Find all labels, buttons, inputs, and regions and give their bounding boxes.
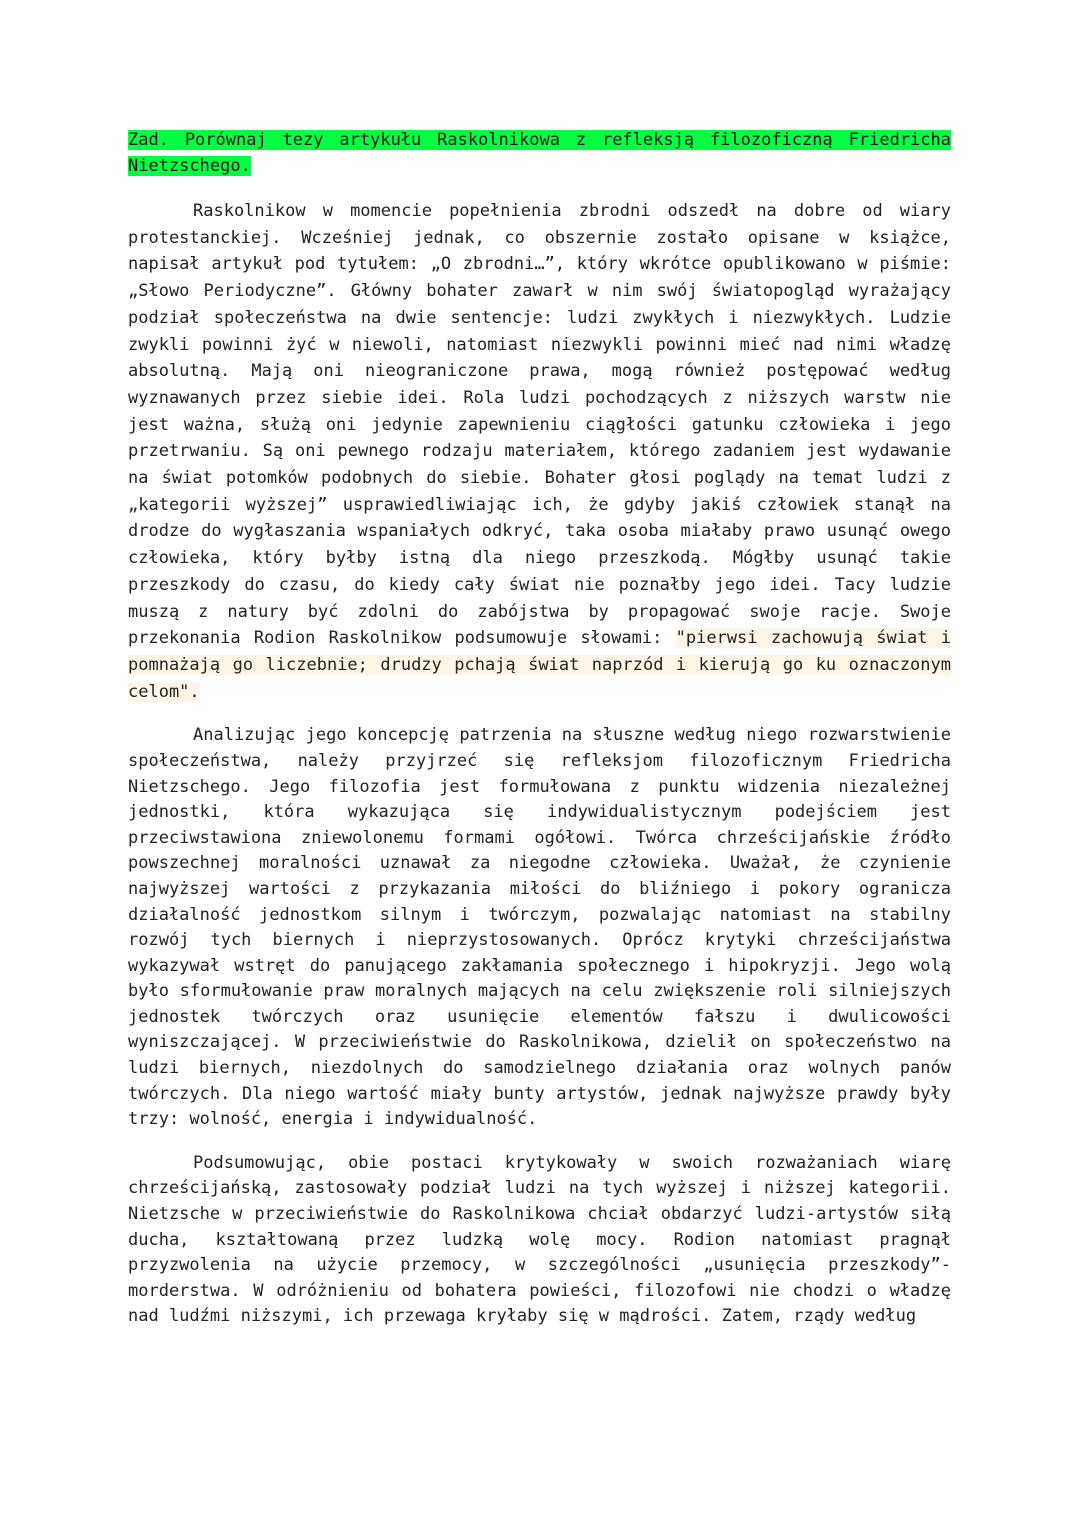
raskolnikow-quote: "pierwsi zachowują świat i pomnażają go liczebnie; drudzy pchają świat naprzód i kierują go ku oznaczonym celom". (128, 628, 951, 702)
task-line-1 (128, 127, 951, 153)
task-line-1-text: Zad. Porównaj tezy artykułu Raskolnikowa z refleksją filozoficzną Friedricha (128, 130, 951, 150)
paragraph-raskolnikow-text: Raskolnikow w momencie popełnienia zbrodni odszedł na dobre od wiary protestanckiej. Wcześniej jednak, co obszernie zostało opisane w książce, napisał artykuł pod tytułem: „O zbrodni…”, który wkrótce opublikowano w piśmie: „Słowo Periodyczne”. Główny bohater zawarł w nim swój światopogląd wyrażający podział społeczeństwa na dwie sentencje: ludzi zwykłych i niezwykłych. Ludzie zwykli powinni żyć w niewoli, natomiast niezwykli powinni mieć nad nimi władzę absolutną. Mają oni nieograniczone prawa, mogą również postępować według wyznawanych przez siebie idei. Rola ludzi pochodzących z niższych warstw nie jest ważna, służą oni jedynie zapewnieniu ciągłości gatunku człowieka i jego przetrwaniu. Są oni pewnego rodzaju materiałem, którego zadaniem jest wydawanie na świat potomków podobnych do siebie. Bohater głosi poglądy na temat ludzi z „kategorii wyższej” usprawiedliwiając ich, że gdyby jakiś człowiek stanął na drodze do wygłaszania wspaniałych odkryć, taka osoba miałaby prawo usunąć owego człowieka, który byłby istną dla niego przeszkodą. Mógłby usunąć takie przeszkody do czasu, do kiedy cały świat nie poznałby jego idei. Tacy ludzie muszą z natury być zdolni do zabójstwa by propagować swoje racje. Swoje przekonania Rodion Raskolnikow podsumowuje słowami: (128, 201, 951, 649)
task-heading (128, 127, 951, 179)
paragraph-nietzsche (128, 723, 951, 1133)
paragraph-summary-text: Podsumowując, obie postaci krytykowały w swoich rozważaniach wiarę chrześcijańską, zastosowały podział ludzi na tych wyższej i niższej kategorii. Nietzsche w przeciwieństwie do Raskolnikowa chciał obdarzyć ludzi-artystów siłą ducha, kształtowaną przez ludzką wolę mocy. Rodion natomiast pragnął przyzwolenia na użycie przemocy, w szczególności „usunięcia przeszkody”-morderstwa. W odróżnieniu od bohatera powieści, filozofowi nie chodzi o władzę nad ludźmi niższymi, ich przewaga kryłaby się w mądrości. Zatem, rządy według (128, 1152, 951, 1327)
paragraph-summary (128, 1151, 951, 1330)
paragraph-nietzsche-text: Analizując jego koncepcję patrzenia na słuszne według niego rozwarstwienie społeczeństwa, należy przyjrzeć się refleksjom filozoficznym Friedricha Nietzschego. Jego filozofia jest formułowana z punktu widzenia niezależnej jednostki, która wykazująca się indywidualistycznym podejściem jest przeciwstawiona zniewolonemu formami ogółowi. Twórca chrześcijańskie źródło powszechnej moralności uznawał za niegodne człowieka. Uważał, że czynienie najwyższej wartości z przykazania miłości do bliźniego i pokory ogranicza działalność jednostkom silnym i twórczym, pozwalając natomiast na stabilny rozwój tych biernych i nieprzystosowanych. Oprócz krytyki chrześcijaństwa wykazywał wstręt do panującego zakłamania społecznego i hipokryzji. Jego wolą było sformułowanie praw moralnych mających na celu zwiększenie roli silniejszych jednostek twórczych oraz usunięcie elementów fałszu i dwulicowości wyniszczającej. W przeciwieństwie do Raskolnikowa, dzielił on społeczeństwo na ludzi biernych, niezdolnych do samodzielnego działania oraz wolnych panów twórczych. Dla niego wartość miały bunty artystów, jednak najwyższe prawdy były trzy: wolność, energia i indywidualność. (128, 725, 951, 1130)
paragraph-raskolnikow (128, 198, 951, 705)
document-page (128, 127, 951, 1348)
task-line-2-text: Nietzschego. (128, 156, 251, 176)
task-line-2 (128, 153, 951, 179)
